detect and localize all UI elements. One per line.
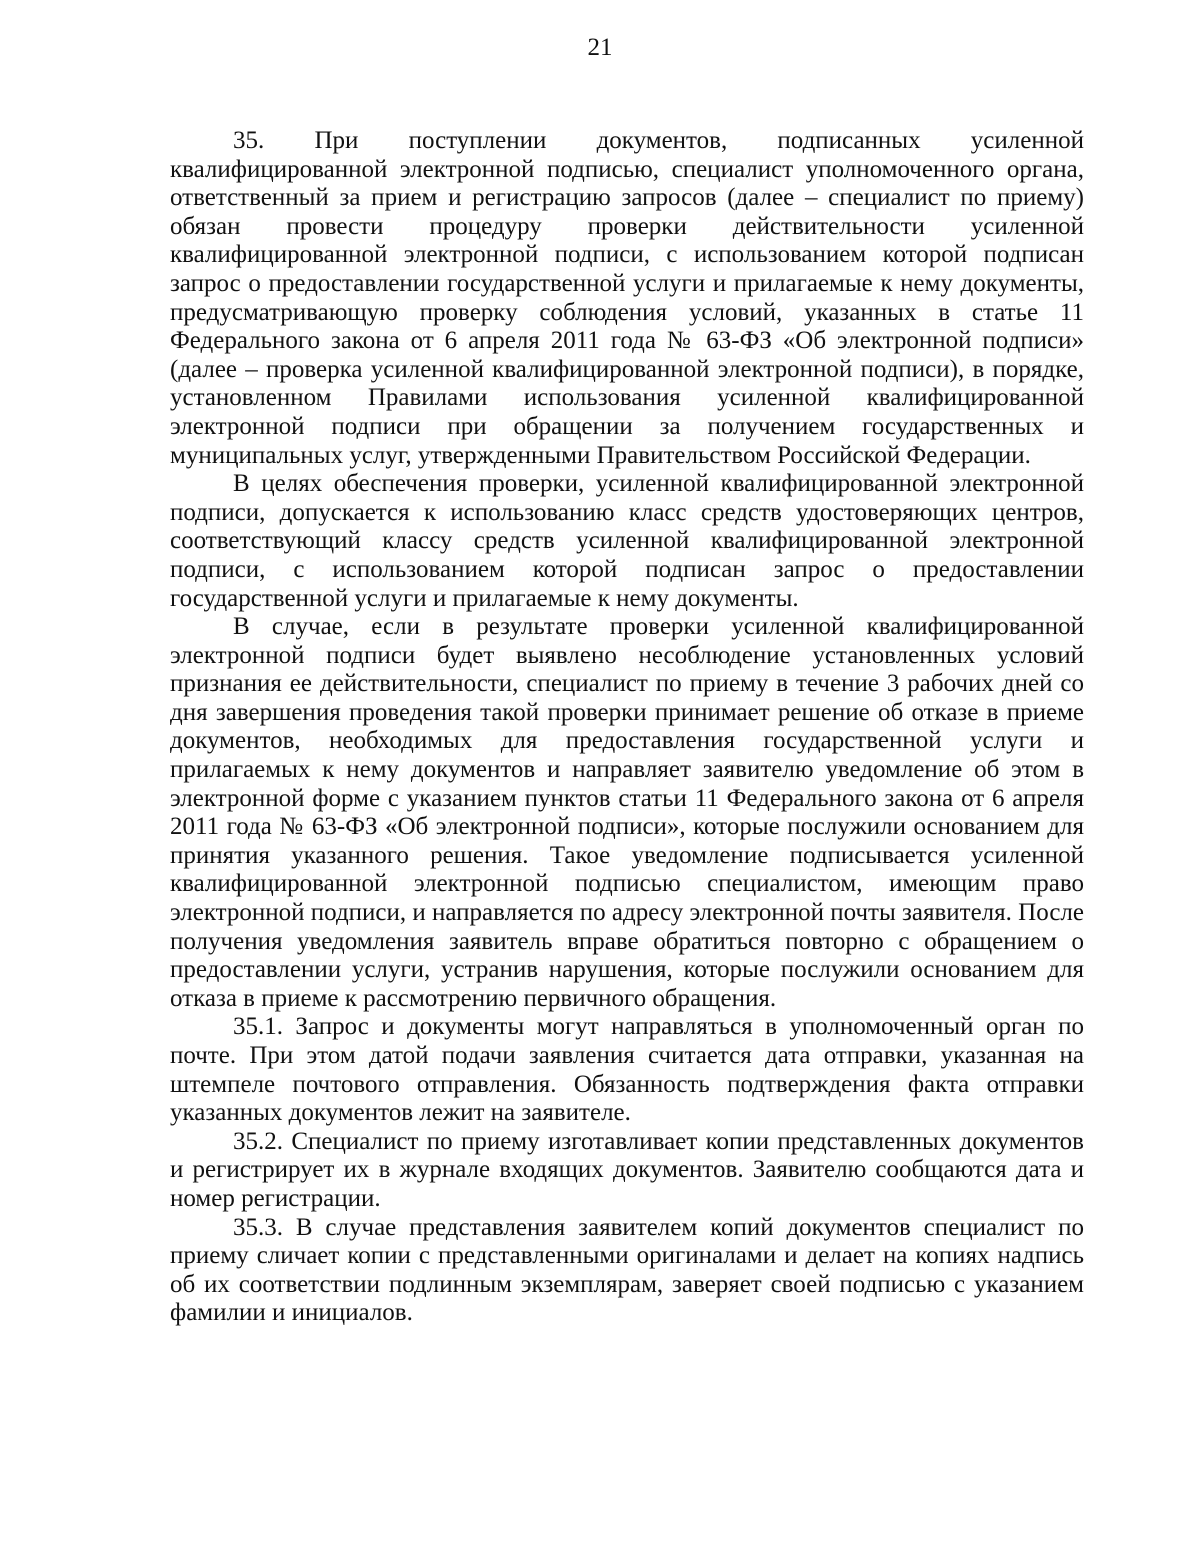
page-number: 21 bbox=[587, 34, 613, 61]
paragraph-35-1: 35.1. Запрос и документы могут направляться в уполномоченный орган по почте. При этом датой подачи заявления считается дата отправки, указанная на штемпеле почтового отправления. Обязанность подтверждения факта отправки указанных документов лежит на заявителе. bbox=[170, 1013, 1084, 1127]
paragraph-35-2: 35.2. Специалист по приему изготавливает копии представленных документов и регистрирует их в журнале входящих документов. Заявителю сообщаются дата и номер регистрации. bbox=[170, 1127, 1084, 1212]
paragraph-35-3: 35.3. В случае представления заявителем копий документов специалист по приему сличает копии с представленными оригиналами и делает на копиях надпись об их соответствии подлинным экземплярам, заверяет своей подписью с указанием фамилии и инициалов. bbox=[170, 1213, 1084, 1327]
paragraph-signature-check-means: В целях обеспечения проверки, усиленной квалифицированной электронной подписи, допускается к использованию класс средств удостоверяющих центров, соответствующий классу средств усиленной квалифицированной электронной подписи, с использованием которой подписан запрос о предоставлении государственной услуги и прилагаемые к нему документы. bbox=[170, 470, 1084, 612]
document-body bbox=[170, 127, 1084, 1328]
paragraph-check-failure: В случае, если в результате проверки усиленной квалифицированной электронной подписи будет выявлено несоблюдение установленных условий признания ее действительности, специалист по приему в течение 3 рабочих дней со дня завершения проведения такой проверки принимает решение об отказе в приеме документов, необходимых для предоставления государственной услуги и прилагаемых к нему документов и направляет заявителю уведомление об этом в электронной форме с указанием пунктов статьи 11 Федерального закона от 6 апреля 2011 года № 63-ФЗ «Об электронной подписи», которые послужили основанием для принятия указанного решения. Такое уведомление подписывается усиленной квалифицированной электронной подписью специалистом, имеющим право электронной подписи, и направляется по адресу электронной почты заявителя. После получения уведомления заявитель вправе обратиться повторно с обращением о предоставлении услуги, устранив нарушения, которые послужили основанием для отказа в приеме к рассмотрению первичного обращения. bbox=[170, 613, 1085, 1012]
paragraph-35: 35. При поступлении документов, подписанных усиленной квалифицированной электронной подписью, специалист уполномоченного органа, ответственный за прием и регистрацию запросов (далее – специалист по приему) обязан провести процедуру проверки действительности усиленной квалифицированной электронной подписи, с использованием которой подписан запрос о предоставлении государственной услуги и прилагаемые к нему документы, предусматривающую проверку соблюдения условий, указанных в статье 11 Федерального закона от 6 апреля 2011 года № 63-ФЗ «Об электронной подписи» (далее – проверка усиленной квалифицированной электронной подписи), в порядке, установленном Правилами использования усиленной квалифицированной электронной подписи при обращении за получением государственных и муниципальных услуг, утвержденными Правительством Российской Федерации. bbox=[170, 127, 1084, 469]
